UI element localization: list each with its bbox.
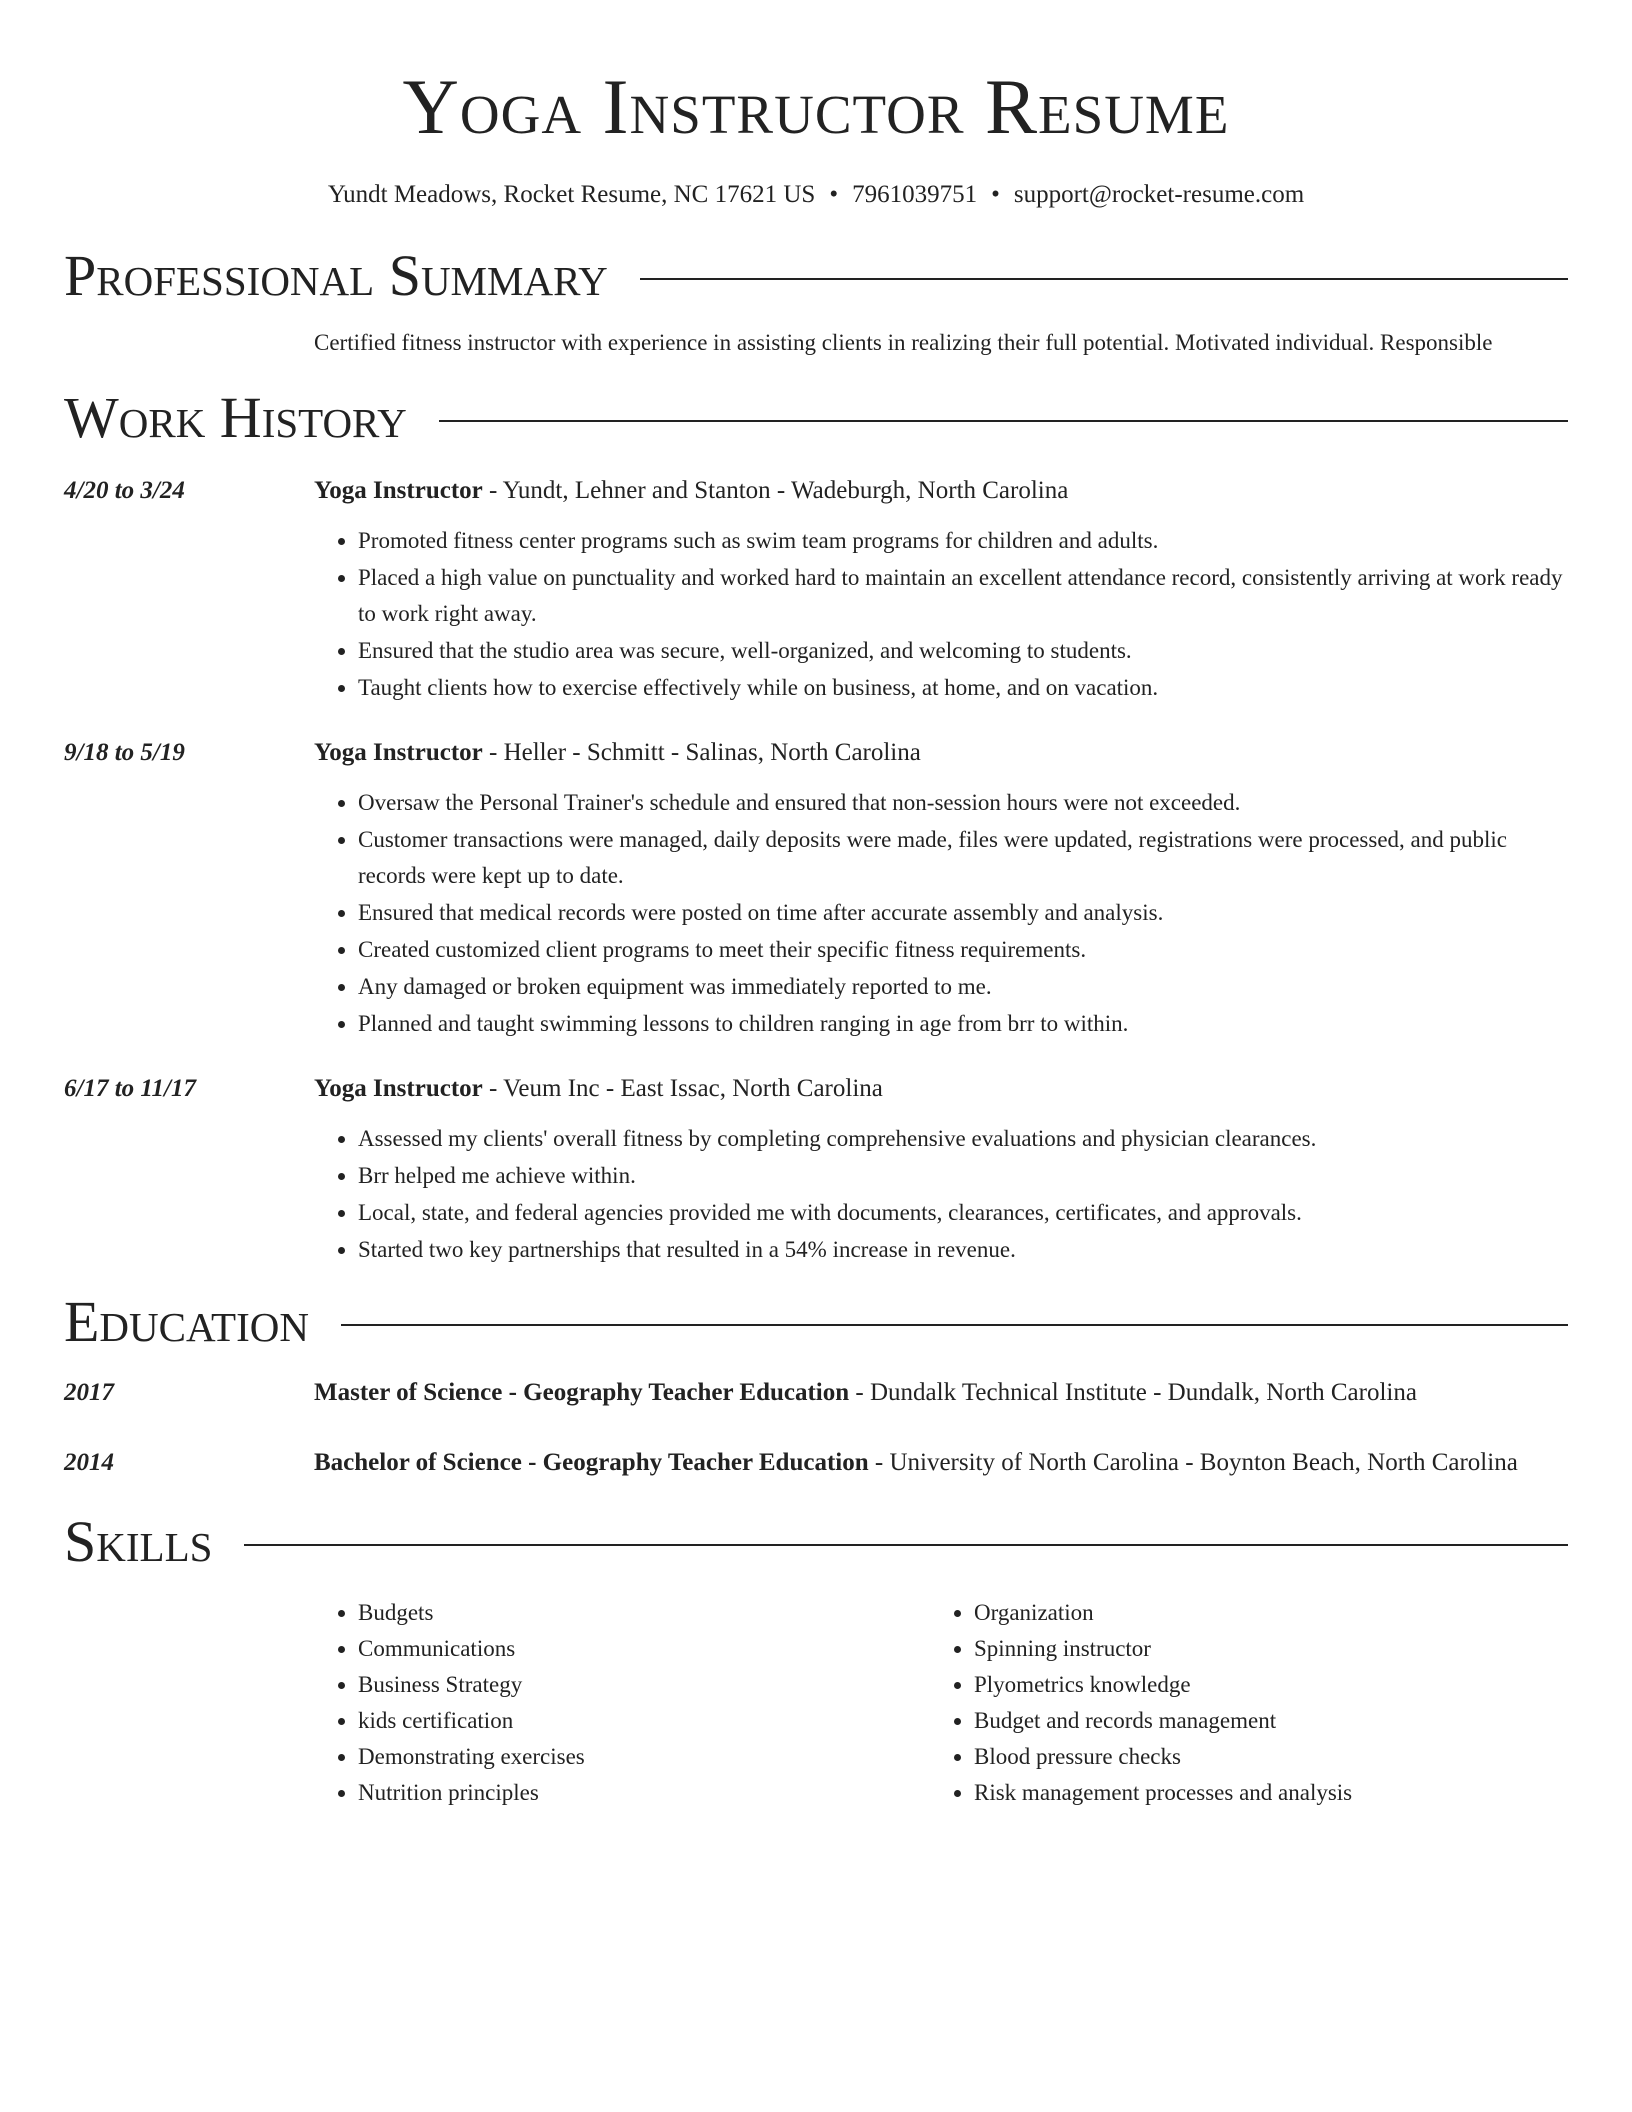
job-bullets [314, 785, 1568, 1042]
section-title: Skills [64, 1509, 213, 1574]
education-details: - University of North Carolina - Boynton Beach, North Carolina [868, 1449, 1518, 1476]
summary-section-heading [64, 243, 1568, 308]
job-content [314, 471, 1568, 707]
job-headline [314, 733, 1568, 773]
section-divider [439, 420, 1568, 422]
email: support@rocket-resume.com [1013, 181, 1305, 208]
address: Yundt Meadows, Rocket Resume, NC 17621 US [327, 181, 816, 208]
skill-item: • Budgets [358, 1595, 930, 1631]
education-year: 2014 [64, 1449, 114, 1476]
education-section-heading [64, 1289, 1568, 1354]
education-entry [64, 1373, 1568, 1413]
job-dates: 9/18 to 5/19 [64, 739, 185, 766]
job-bullets [314, 1121, 1568, 1268]
skill-item: • Plyometrics knowledge [974, 1667, 1546, 1703]
skill-item: • kids certification [358, 1703, 930, 1739]
job-title: Yoga Instructor [314, 1075, 483, 1102]
education-content [314, 1443, 1568, 1483]
list-item: • Any damaged or broken equipment was immediately reported to me. [358, 969, 1568, 1005]
job-headline [314, 471, 1568, 511]
list-item: • Placed a high value on punctuality and worked hard to maintain an excellent attendance record, consistently arriving at work ready to work right away. [358, 560, 1568, 632]
job-content [314, 733, 1568, 1043]
contact-line [64, 182, 1568, 207]
job-title: Yoga Instructor [314, 477, 483, 504]
list-item: • Oversaw the Personal Trainer's schedule and ensured that non-session hours were not exceeded. [358, 785, 1568, 821]
skill-item: • Risk management processes and analysis [974, 1775, 1546, 1811]
job-details: - Heller - Schmitt - Salinas, North Carolina [482, 739, 921, 766]
education-entry [64, 1443, 1568, 1483]
skill-item: • Business Strategy [358, 1667, 930, 1703]
skill-item: • Budget and records management [974, 1703, 1546, 1739]
skills-section-heading [64, 1509, 1568, 1574]
section-title: Work History [64, 385, 407, 450]
separator-dot: • [829, 181, 839, 208]
job-entry [64, 1069, 1568, 1269]
section-title: Education [64, 1289, 309, 1354]
list-item: • Taught clients how to exercise effectively while on business, at home, and on vacation. [358, 670, 1568, 706]
list-item: • Ensured that the studio area was secure, well-organized, and welcoming to students. [358, 633, 1568, 669]
section-title: Professional Summary [64, 243, 608, 308]
summary-text: Certified fitness instructor with experience in assisting clients in realizing their full potential. Motivated individual. Responsible [314, 330, 1493, 355]
degree: Master of Science - Geography Teacher Education [314, 1379, 850, 1406]
list-item: • Local, state, and federal agencies provided me with documents, clearances, certificates, and approvals. [358, 1195, 1568, 1231]
job-details: - Yundt, Lehner and Stanton - Wadeburgh, North Carolina [482, 477, 1069, 504]
resume-title: Yoga Instructor Resume [402, 63, 1230, 150]
section-divider [244, 1544, 1568, 1546]
list-item: • Ensured that medical records were posted on time after accurate assembly and analysis. [358, 895, 1568, 931]
list-item: • Created customized client programs to meet their specific fitness requirements. [358, 932, 1568, 968]
education-content [314, 1373, 1568, 1413]
job-dates: 6/17 to 11/17 [64, 1075, 196, 1102]
list-item: • Customer transactions were managed, daily deposits were made, files were updated, registrations were processed, and public records were kept up to date. [358, 822, 1568, 894]
job-bullets [314, 523, 1568, 706]
job-headline [314, 1069, 1568, 1109]
skill-item: • Blood pressure checks [974, 1739, 1546, 1775]
separator-dot: • [991, 181, 1000, 208]
work-section-heading [64, 385, 1568, 450]
skills-list [314, 1595, 1568, 1811]
resume-page [64, 0, 1568, 1811]
education-year: 2017 [64, 1379, 114, 1406]
skill-item: • Organization [974, 1595, 1546, 1631]
skill-item: • Demonstrating exercises [358, 1739, 930, 1775]
section-divider [341, 1324, 1568, 1326]
list-item: • Planned and taught swimming lessons to children ranging in age from brr to within. [358, 1006, 1568, 1042]
job-dates: 4/20 to 3/24 [64, 477, 185, 504]
job-title: Yoga Instructor [314, 739, 483, 766]
skills-column-left [314, 1595, 930, 1811]
list-item: • Brr helped me achieve within. [358, 1158, 1568, 1194]
skills-column-right [930, 1595, 1546, 1811]
degree: Bachelor of Science - Geography Teacher Education [314, 1449, 869, 1476]
job-entry [64, 733, 1568, 1043]
job-entry [64, 471, 1568, 707]
section-divider [640, 278, 1568, 280]
education-details: - Dundalk Technical Institute - Dundalk, North Carolina [849, 1379, 1417, 1406]
phone: 7961039751 [852, 181, 978, 208]
job-content [314, 1069, 1568, 1269]
list-item: • Promoted fitness center programs such as swim team programs for children and adults. [358, 523, 1568, 559]
skill-item: • Spinning instructor [974, 1631, 1546, 1667]
skill-item: • Nutrition principles [358, 1775, 930, 1811]
skill-item: • Communications [358, 1631, 930, 1667]
job-details: - Veum Inc - East Issac, North Carolina [482, 1075, 883, 1102]
list-item: • Assessed my clients' overall fitness by completing comprehensive evaluations and physician clearances. [358, 1121, 1568, 1157]
list-item: • Started two key partnerships that resulted in a 54% increase in revenue. [358, 1232, 1568, 1268]
